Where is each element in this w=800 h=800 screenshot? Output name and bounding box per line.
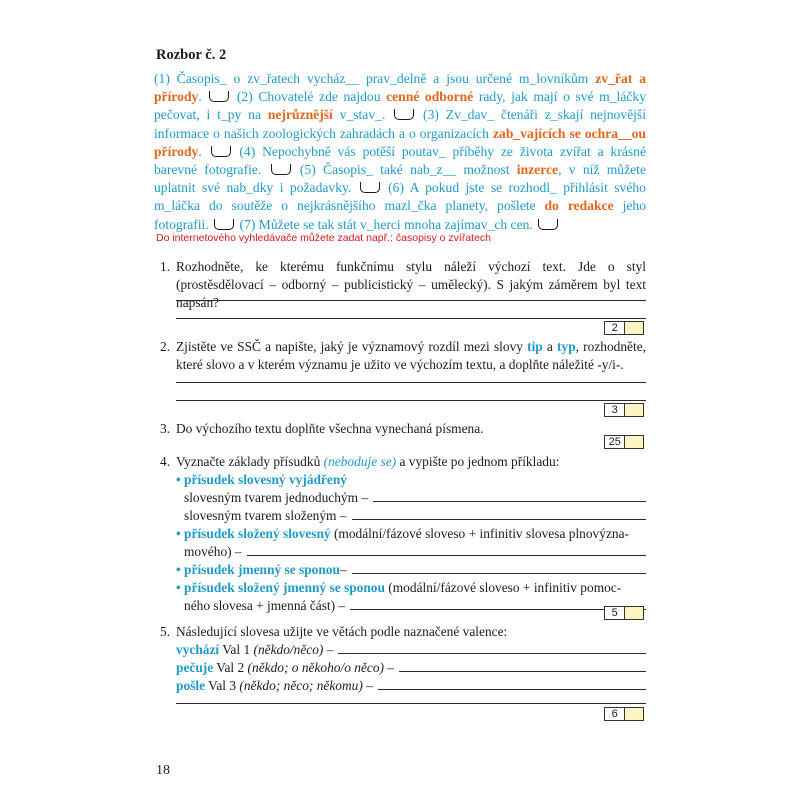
text-segment: (4) Nepochybně vás potěší poutav_ příběhy ze života zvířat a krásné barevné fotografie. <box>154 143 646 178</box>
max-points: 5 <box>604 606 625 620</box>
answer-line[interactable] <box>176 318 646 319</box>
answer-line[interactable] <box>373 489 646 502</box>
answer-line[interactable] <box>350 597 646 610</box>
bullet-compound-nominal: • přísudek složený jmenný se sponou (modální/fázové sloveso + infinitiv pomoc- <box>176 580 622 595</box>
task-3 <box>160 420 646 438</box>
task-1 <box>160 258 646 312</box>
max-points: 25 <box>604 435 625 449</box>
answer-line[interactable] <box>176 382 646 383</box>
task-number: 5. <box>160 624 171 639</box>
score-box <box>604 707 644 720</box>
sentence-type-box[interactable] <box>271 164 291 175</box>
sentence-type-box[interactable] <box>214 219 234 230</box>
task-2 <box>160 338 646 374</box>
answer-line[interactable] <box>338 641 646 654</box>
text-segment: . <box>198 143 209 159</box>
score-box <box>604 403 644 416</box>
highlighted-phrase: do redakce <box>544 198 614 214</box>
answer-line[interactable] <box>247 543 646 556</box>
score-field[interactable] <box>625 707 644 721</box>
text-segment: v_stav_. <box>332 107 393 123</box>
search-hint: Do internetového vyhledávače můžete zadat např.: časopisy o zvířatech <box>156 232 492 244</box>
bullet-nominal-copula: • přísudek jmenný se sponou – <box>176 561 646 579</box>
answer-line[interactable] <box>176 300 646 301</box>
task-number: 2. <box>160 339 171 354</box>
source-text <box>154 70 646 234</box>
score-box <box>604 435 644 448</box>
sentence-type-box[interactable] <box>394 109 414 120</box>
sentence-type-box[interactable] <box>211 146 231 157</box>
score-field[interactable] <box>625 606 644 620</box>
highlighted-phrase: zab_vajících se ochra__ou přírody <box>154 125 646 159</box>
valence-item-1: vychází Val 1 (někdo/něco) – <box>176 641 646 659</box>
highlighted-phrase: zv_řat a přírody <box>154 71 646 105</box>
valence-item-3: pošle Val 3 (někdo; něco; někomu) – <box>176 677 646 695</box>
sentence-type-box[interactable] <box>360 182 380 193</box>
word-tip: tip <box>527 339 543 354</box>
subitem-compound: slovesným tvarem složeným – <box>184 507 646 525</box>
sentence-type-box[interactable] <box>538 219 558 230</box>
answer-line[interactable] <box>176 400 646 401</box>
text-segment: , v níž můžete uplatnit své nab_dky i požadavky. <box>154 162 646 196</box>
answer-line[interactable] <box>352 507 646 520</box>
subitem-compound-nominal: ného slovesa + jmenná část) – <box>184 597 646 615</box>
text-segment: (5) Časopis_ také nab_z__ možnost <box>292 162 517 178</box>
task-number: 1. <box>160 259 171 274</box>
text-segment: (3) Zv_dav_ čtenáři z_skají nejnovější informace o našich zoologických zahradách a o organizacích <box>154 107 646 141</box>
score-box <box>604 321 644 334</box>
word-typ: typ <box>557 339 576 354</box>
text-segment: (2) Chovatelé zde najdou <box>231 89 387 105</box>
subitem-compound-verbal: mového) – <box>184 543 646 561</box>
score-field[interactable] <box>625 403 644 417</box>
text-segment: rady, jak mají o své m_láčky pečovat, i t_py na <box>154 89 646 123</box>
task-4 <box>160 453 646 471</box>
text-segment: . <box>198 89 208 105</box>
max-points: 3 <box>604 403 625 417</box>
highlighted-phrase: inzerce <box>516 162 559 178</box>
score-field[interactable] <box>625 435 644 449</box>
max-points: 6 <box>604 707 625 721</box>
answer-line[interactable] <box>399 659 646 672</box>
task-text: Rozhodněte, ke kterému funkčnímu stylu náleží výchozí text. Jde o styl (prostěsdělovací – odborný – publicistický – umělecký). S jakým záměrem byl text napsán? <box>176 259 646 310</box>
score-field[interactable] <box>625 321 644 335</box>
task-text: Zjistěte ve SSČ a napište, jaký je významový rozdíl mezi slovy tip a typ, rozhodněte, které slovo a v kterém významu je užito ve výchozím textu, a doplňte náležité -y/i-. <box>176 339 647 372</box>
task-5 <box>160 623 646 641</box>
highlighted-phrase: cenné odborné <box>386 89 474 105</box>
task-number: 4. <box>160 454 171 469</box>
valence-item-2: pečuje Val 2 (někdo; o někoho/o něco) – <box>176 659 646 677</box>
answer-line[interactable] <box>378 677 646 690</box>
text-segment: (1) Časopis_ o zv_řatech vycház__ prav_delně a jsou určené m_lovníkům <box>154 71 596 86</box>
text-segment: (6) A pokud jste se rozhodl_ přihlásit svého m_láčka do soutěže o nejkrásnějšího mazl_čka planety, pošlete <box>154 180 646 214</box>
text-segment: (7) Můžete se tak stát v_herci mnoha zajímav_ch cen. <box>236 216 537 232</box>
task-text: Následující slovesa užijte ve větách podle naznačené valence: <box>176 624 508 639</box>
page-number: 18 <box>156 763 170 778</box>
page-title: Rozbor č. 2 <box>156 47 227 63</box>
highlighted-phrase: nejrůznější <box>267 107 333 123</box>
text-segment: jeho fotografii. <box>154 198 646 232</box>
task-text: Vyznačte základy přísudků (neboduje se) a vypište po jednom příkladu: <box>176 454 560 469</box>
subitem-simple: slovesným tvarem jednoduchým – <box>184 489 646 507</box>
answer-line[interactable] <box>352 561 646 574</box>
bullet-verbal-predicate: • přísudek slovesný vyjádřený <box>176 472 347 487</box>
task-number: 3. <box>160 421 171 436</box>
sentence-type-box[interactable] <box>209 91 229 102</box>
max-points: 2 <box>604 321 625 335</box>
bullet-compound-verbal: • přísudek složený slovesný (modální/fázové sloveso + infinitiv slovesa plnovýzna- <box>176 526 629 541</box>
task-text: Do výchozího textu doplňte všechna vynechaná písmena. <box>176 421 484 436</box>
answer-line[interactable] <box>176 703 646 704</box>
score-box <box>604 606 644 619</box>
